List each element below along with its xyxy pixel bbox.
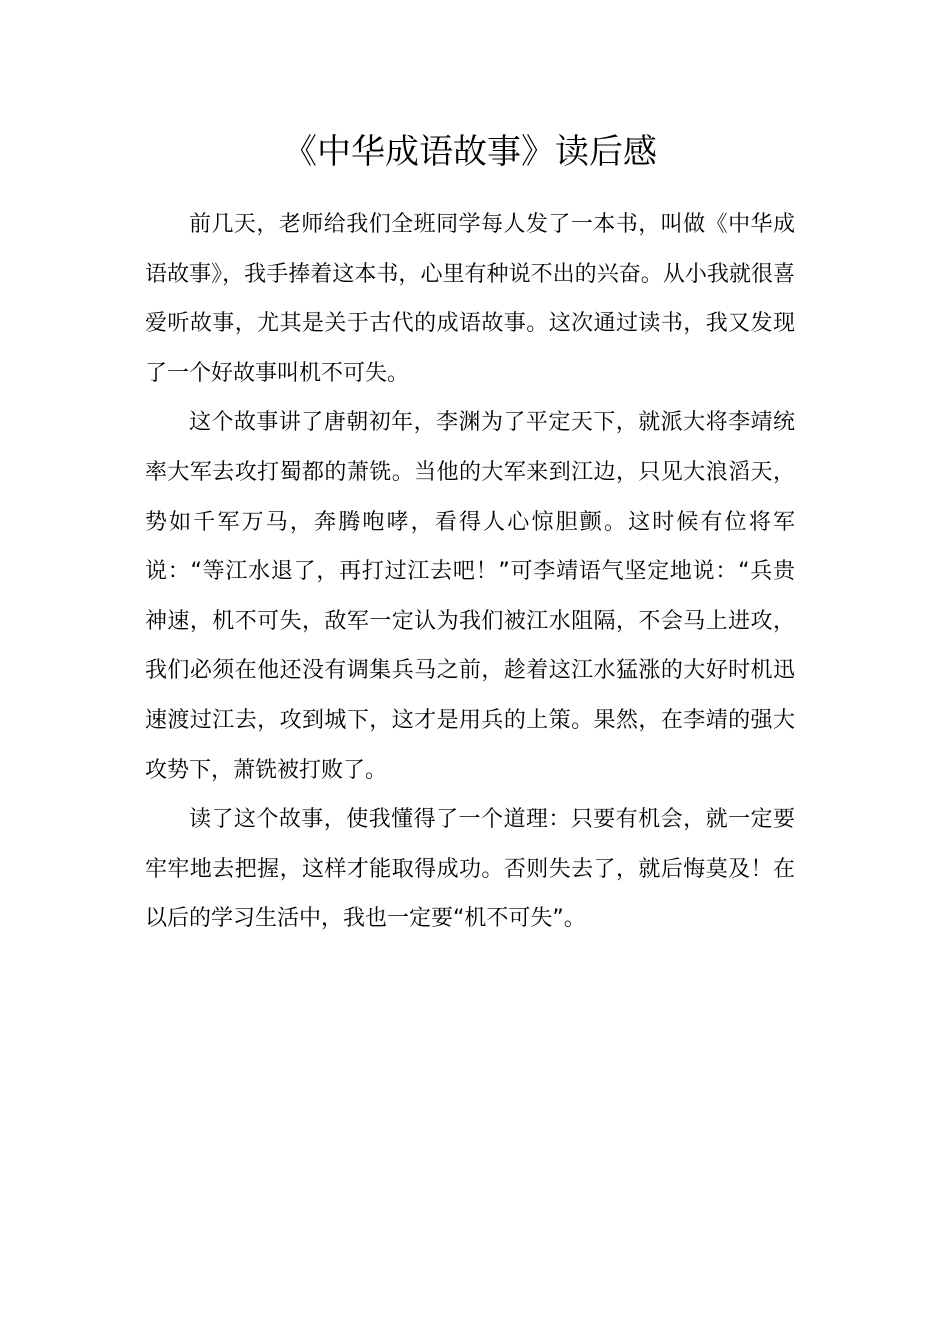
paragraph-2: 这个故事讲了唐朝初年，李渊为了平定天下，就派大将李靖统率大军去攻打蜀都的萧铣。当他的大军来到江边，只见大浪滔天，势如千军万马，奔腾咆哮，看得人心惊胆颤。这时候有位将军说：“等江水退了，再打过江去吧！”可李靖语气坚定地说：“兵贵神速，机不可失，敌军一定认为我们被江水阻隔，不会马上进攻，我们必须在他还没有调集兵马之前，趁着这江水猛涨的大好时机迅速渡过江去，攻到城下，这才是用兵的上策。果然，在李靖的强大攻势下，萧铣被打败了。	[145, 410, 795, 783]
paragraph-3: 读了这个故事，使我懂得了一个道理：只要有机会，就一定要牢牢地去把握，这样才能取得成功。否则失去了，就后悔莫及！在以后的学习生活中，我也一定要“机不可失”。	[145, 807, 795, 932]
document-body	[145, 200, 795, 944]
document-title: 《中华成语故事》读后感	[283, 132, 657, 172]
paragraph-1: 前几天，老师给我们全班同学每人发了一本书，叫做《中华成语故事》，我手捧着这本书，心里有种说不出的兴奋。从小我就很喜爱听故事，尤其是关于古代的成语故事。这次通过读书，我又发现了一个好故事叫机不可失。	[145, 212, 795, 386]
